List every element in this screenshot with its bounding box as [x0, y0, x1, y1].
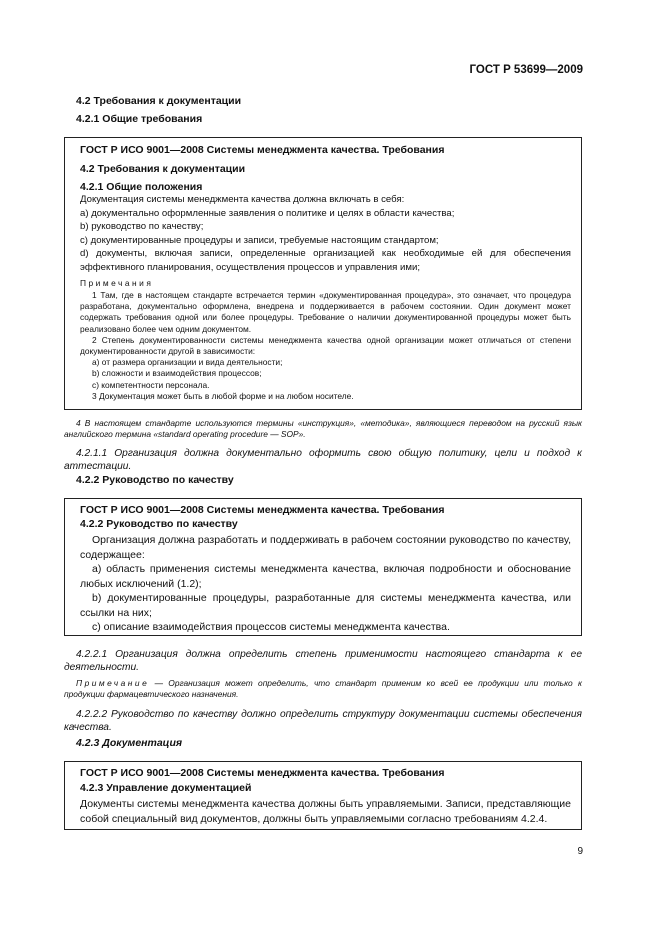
box1-source: ГОСТ Р ИСО 9001—2008 Системы менеджмента качества. Требования — [80, 144, 445, 156]
box1-heading-4-2: 4.2 Требования к документации — [80, 163, 246, 175]
paragraph-4-2-1-1: 4.2.1.1 Организация должна документально оформить свою общую политику, цели и подход к аттестации. — [64, 448, 582, 472]
box1-note-1: 1 Там, где в настоящем стандарте встречается термин «документированная процедура», это означает, что процедура разработана, документально оформлена, внедрена и поддерживается в рабочем состоянии. Один документ может содержать требования одной или более процедуры. Требование о наличии документированной процедуры может быть реализовано более чем одним документом. — [80, 290, 571, 334]
box1-intro: Документация системы менеджмента качества должна включать в себя: — [80, 194, 405, 205]
box2-heading-4-2-2: 4.2.2 Руководство по качеству — [80, 518, 238, 530]
section-4-2-3-title: 4.2.3 Документация — [76, 737, 183, 749]
box3-source: ГОСТ Р ИСО 9001—2008 Системы менеджмента качества. Требования — [80, 767, 445, 779]
page-number: 9 — [577, 846, 583, 857]
paragraph-4-2-2-2: 4.2.2.2 Руководство по качеству должно определить структуру документации системы обеспечения качества. — [64, 709, 582, 733]
box1-note-3: 3 Документация может быть в любой форме и на любом носителе. — [92, 390, 354, 401]
footnote-4: 4 В настоящем стандарте используются термины «инструкция», «методика», являющиеся переводом на русский язык английского термина «standard operating procedure — SOP». — [64, 418, 582, 439]
box1-note-2-item-c: c) компетентности персонала. — [92, 379, 210, 390]
box2-source: ГОСТ Р ИСО 9001—2008 Системы менеджмента качества. Требования — [80, 504, 445, 516]
box1-item-c: c) документированные процедуры и записи, требуемые настоящим стандартом; — [80, 234, 439, 246]
box2-intro: Организация должна разработать и поддерживать в рабочем состоянии руководство по качеству, содержащее: — [80, 534, 571, 561]
box1-note-2-item-a: a) от размера организации и вида деятельности; — [92, 357, 283, 368]
note-4-2-2-1 — [64, 678, 582, 700]
box2-item-b: b) документированные процедуры, разработанные для системы менеджмента качества, или ссылки на них; — [80, 592, 571, 619]
note-label: Примечание — [76, 678, 150, 688]
box1-note-2-item-b: b) сложности и взаимодействия процессов; — [92, 368, 262, 379]
paragraph-4-2-2-1: 4.2.2.1 Организация должна определить степень применимости настоящего стандарта к ее деятельности. — [64, 649, 582, 673]
section-4-2-title: 4.2 Требования к документации — [76, 95, 242, 107]
box1-item-a: a) документально оформленные заявления о политике и целях в области качества; — [80, 207, 455, 219]
box3-text: Документы системы менеджмента качества должны быть управляемыми. Записи, представляющие собой специальный вид документов, должны быть управляемыми согласно требованиям 4.2.4. — [80, 798, 571, 825]
quoted-standard-box-1 — [64, 137, 582, 410]
note-text: — Организация может определить, что стандарт применим ко всей ее продукции или только к продукции фармацевтического назначения. — [64, 678, 582, 699]
box3-heading-4-2-3: 4.2.3 Управление документацией — [80, 782, 252, 794]
box1-note-2: 2 Степень документированности системы менеджмента качества одной организации может отличаться от степени документированности другой в зависимости: — [80, 334, 571, 357]
quoted-standard-box-2 — [64, 498, 582, 636]
box2-item-c: c) описание взаимодействия процессов системы менеджмента качества. — [92, 621, 450, 633]
section-4-2-1-title: 4.2.1 Общие требования — [76, 113, 203, 125]
box2-body — [80, 533, 571, 635]
box1-item-b: b) руководство по качеству; — [80, 221, 204, 232]
box1-body — [80, 193, 571, 274]
document-header-id: ГОСТ Р 53699—2009 — [469, 64, 583, 76]
box1-item-d: d) документы, включая записи, определенные организацией как необходимые ей для обеспечения эффективного планирования, осуществления процессов и управления ими; — [80, 248, 571, 273]
box2-item-a: а) область применения системы менеджмента качества, включая подробности и обоснование любых исключений (1.2); — [80, 563, 571, 590]
box1-notes — [80, 290, 571, 402]
section-4-2-2-title: 4.2.2 Руководство по качеству — [76, 474, 234, 486]
box1-heading-4-2-1: 4.2.1 Общие положения — [80, 181, 203, 193]
quoted-standard-box-3 — [64, 761, 582, 830]
box1-notes-title: Примечания — [80, 278, 154, 288]
